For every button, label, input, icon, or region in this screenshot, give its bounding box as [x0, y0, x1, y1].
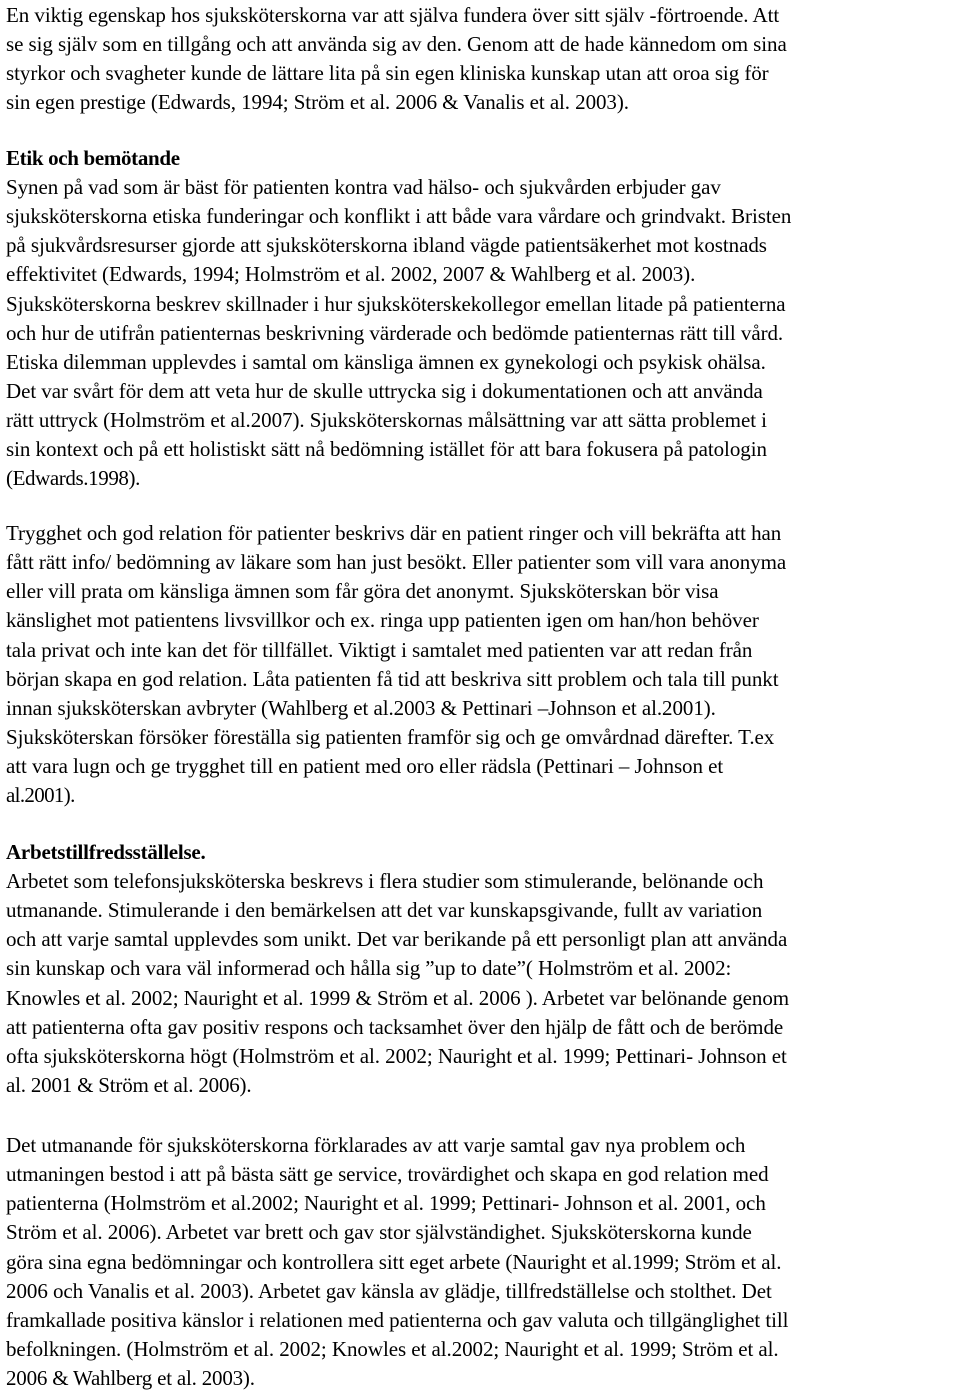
text-line: på sjukvårdsresurser gjorde att sjuksköterskorna ibland vägde patientsäkerhet mot kostnads	[6, 233, 767, 258]
text-line: Ström et al. 2006). Arbetet var brett och gav stor självständighet. Sjuksköterskorna kunde	[6, 1220, 752, 1245]
text-line: att patienterna ofta gav positiv respons och tacksamhet över den hjälp de fått och de berömde	[6, 1014, 784, 1039]
text-line: början skapa en god relation. Låta patienten få tid att beskriva sitt problem och tala till punkt	[6, 666, 779, 691]
text-line: Synen på vad som är bäst för patienten kontra vad hälso- och sjukvården erbjuder gav	[6, 175, 721, 199]
text-line: befolkningen. (Holmström et al. 2002; Knowles et al.2002; Nauright et al. 1999; Ström et al.	[6, 1336, 779, 1361]
text-line: eller vill prata om känsliga ämnen som får göra det anonymt. Sjuksköterskan bör visa	[6, 579, 719, 604]
text-line: utmanande. Stimulerande i den bemärkelsen att det var kunskapsgivande, fullt av variation	[6, 898, 763, 923]
text-line: sin egen prestige (Edwards, 1994; Ström et al. 2006 & Vanalis et al. 2003).	[6, 90, 629, 115]
text-line: Sjuksköterskorna beskrev skillnader i hur sjuksköterskekollegor emellan litade på patienterna	[6, 291, 786, 316]
text-line: ofta sjuksköterskorna högt (Holmström et al. 2002; Nauright et al. 1999; Pettinari- Johnson et	[6, 1043, 787, 1068]
text-line: Trygghet och god relation för patienter beskrivs där en patient ringer och vill bekräfta att han	[6, 521, 782, 545]
text-line: framkallade positiva känslor i relationen med patienterna och gav valuta och tillgänglighet till	[6, 1307, 789, 1332]
text-line: Knowles et al. 2002; Nauright et al. 1999 & Ström et al. 2006 ). Arbetet var belönande genom	[6, 985, 790, 1010]
text-line: utmaningen bestod i att på bästa sätt ge service, trovärdighet och skapa en god relation med	[6, 1162, 769, 1187]
text-line: se sig själv som en tillgång och att använda sig av den. Genom att de hade kännedom om sina	[6, 32, 787, 57]
text-line: Det var svårt för dem att veta hur de skulle uttrycka sig i dokumentationen och att använda	[6, 378, 763, 403]
text-line: sjuksköterskorna etiska funderingar och konflikt i att både vara vårdare och grindvakt. Bristen	[6, 204, 792, 229]
text-line: känslighet mot patientens livsvillkor och ex. ringa upp patienten igen om han/hon behöver	[6, 608, 759, 633]
text-line: En viktig egenskap hos sjuksköterskorna var att själva fundera över sitt själv -förtroende. Att	[6, 3, 780, 27]
text-line: Det utmanande för sjuksköterskorna förklarades av att varje samtal gav nya problem och	[6, 1133, 746, 1157]
text-line: styrkor och svagheter kunde de lättare lita på sin egen kliniska kunskap utan att oroa sig för	[6, 61, 769, 86]
text-line: 2006 & Wahlberg et al. 2003).	[6, 1366, 255, 1391]
section-heading: Arbetstillfredsställelse.	[6, 840, 206, 864]
text-line: (Edwards.1998).	[6, 466, 140, 491]
text-line: al. 2001 & Ström et al. 2006).	[6, 1072, 252, 1097]
text-line: Sjuksköterskan försöker föreställa sig patienten framför sig och ge omvårdnad därefter. T.ex	[6, 724, 775, 749]
text-line: fått rätt info/ bedömning av läkare som han just besökt. Eller patienter som vill vara anonyma	[6, 550, 787, 575]
text-line: att vara lugn och ge trygghet till en patient med oro eller rädsla (Pettinari – Johnson et	[6, 754, 724, 779]
section-heading: Etik och bemötande	[6, 146, 180, 170]
text-line: Etiska dilemman upplevdes i samtal om känsliga ämnen ex gynekologi och psykisk ohälsa.	[6, 349, 766, 374]
text-line: patienterna (Holmström et al.2002; Nauright et al. 1999; Pettinari- Johnson et al. 2001, och	[6, 1191, 766, 1216]
arbetstillfredsstallelse-heading	[6, 838, 956, 867]
text-line: och hur de utifrån patienternas beskrivning värderade och bedömde patienternas rätt till vård.	[6, 320, 784, 345]
text-line: effektivitet (Edwards, 1994; Holmström et al. 2002, 2007 & Wahlberg et al. 2003).	[6, 262, 696, 287]
text-line: 2006 och Vanalis et al. 2003). Arbetet gav känsla av glädje, tillfredställelse och stolthet. Det	[6, 1278, 772, 1303]
text-line: sin kontext och på ett holistiskt sätt nå bedömning istället för att bara fokusera på patologin	[6, 437, 767, 462]
text-line: innan sjuksköterskan avbryter (Wahlberg et al.2003 & Pettinari –Johnson et al.2001).	[6, 695, 716, 720]
utmanande-paragraph	[6, 1131, 956, 1393]
text-line: och att varje samtal upplevdes som unikt. Det var berikande på ett personligt plan att använda	[6, 927, 788, 952]
etik-heading	[6, 144, 956, 173]
trygghet-paragraph	[6, 519, 956, 810]
intro-paragraph	[6, 1, 956, 118]
text-line: sin kunskap och vara väl informerad och hålla sig ”up to date”( Holmström et al. 2002:	[6, 956, 732, 981]
text-line: tala privat och inte kan det för tillfället. Viktigt i samtalet med patienten var att redan från	[6, 637, 753, 662]
text-line: Arbetet som telefonsjuksköterska beskrevs i flera studier som stimulerande, belönande och	[6, 869, 764, 893]
text-line: göra sina egna bedömningar och kontrollera sitt eget arbete (Nauright et al.1999; Ström et al.	[6, 1249, 782, 1274]
etik-paragraph	[6, 173, 956, 494]
text-line: al.2001).	[6, 783, 75, 808]
arbetet-paragraph	[6, 867, 956, 1100]
text-line: rätt uttryck (Holmström et al.2007). Sjuksköterskornas målsättning var att sätta problemet i	[6, 408, 767, 433]
